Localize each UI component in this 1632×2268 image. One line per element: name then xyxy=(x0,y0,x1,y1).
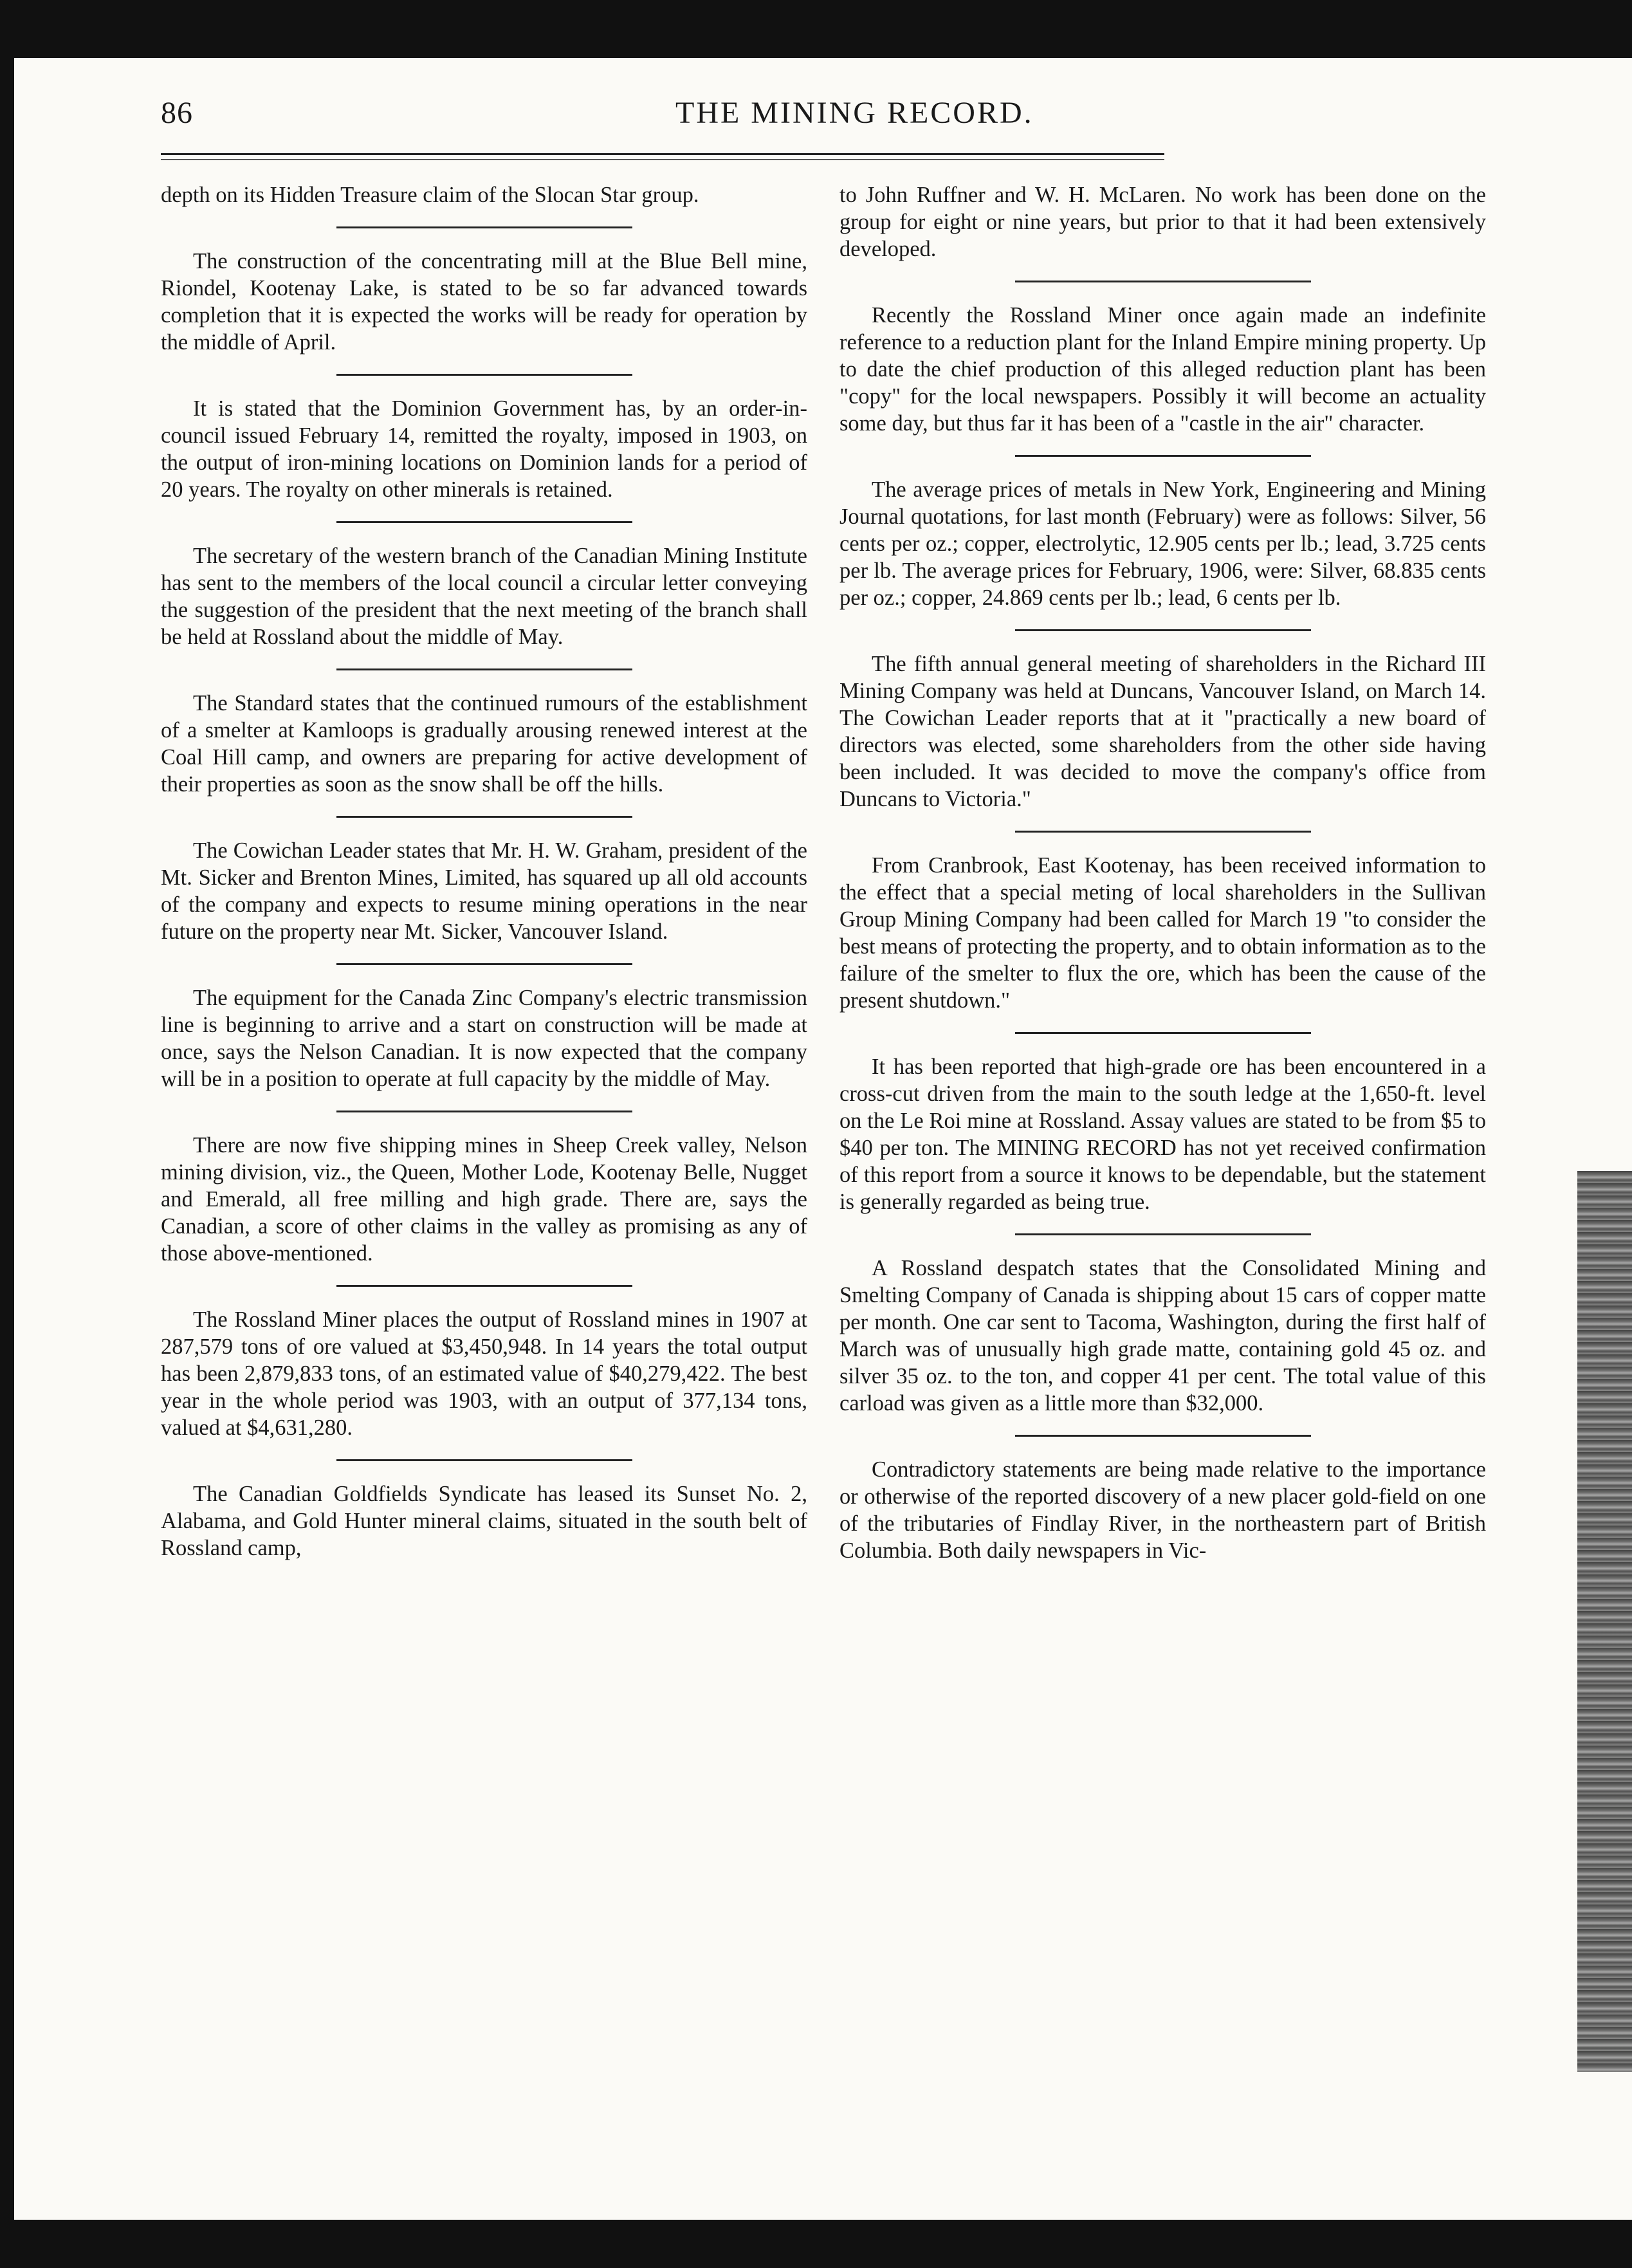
paragraph: The construction of the concentrating mill at the Blue Bell mine, Riondel, Kootenay Lake, is stated to be so far advanced towards completion that it is expected the works will be ready for operation by the middle of April. xyxy=(161,249,807,355)
separator-rule xyxy=(336,521,632,523)
separator-rule xyxy=(1015,1435,1311,1437)
separator-rule xyxy=(1015,1233,1311,1235)
paragraph: The Canadian Goldfields Syndicate has leased its Sunset No. 2, Alabama, and Gold Hunter mineral claims, situated in the south belt of Rossland camp, xyxy=(161,1482,807,1560)
left-column xyxy=(161,181,807,1571)
separator-rule xyxy=(1015,831,1311,833)
paragraph: It has been reported that high-grade ore has been encountered in a cross-cut driven from the main to the south ledge at the 1,650-ft. level on the Le Roi mine at Rossland. Assay values are stated to be from $5 to $40 per ton. The MINING RECORD has not yet received confirmation of this report from a source it knows to be dependable, but the statement is generally regarded as being true. xyxy=(839,1055,1486,1214)
separator-rule xyxy=(336,1285,632,1287)
paragraph: There are now five shipping mines in Sheep Creek valley, Nelson mining division, viz., the Queen, Mother Lode, Kootenay Belle, Nugget and Emerald, all free milling and high grade. There are, says the Canadian, a score of other claims in the valley as promising as any of those above-mentioned. xyxy=(161,1133,807,1266)
scan-border-top xyxy=(0,0,1632,58)
paragraph: The equipment for the Canada Zinc Company's electric transmission line is beginning to arrive and a start on construction will be made at once, says the Nelson Canadian. It is now expected that the company will be in a position to operate at full capacity by the middle of May. xyxy=(161,986,807,1091)
separator-rule xyxy=(336,1111,632,1112)
paragraph: Recently the Rossland Miner once again made an indefinite reference to a reduction plant for the Inland Empire mining property. Up to date the chief production of this alleged reduction plant has been "copy" for the local newspapers. Possibly it will become an actuality some day, but thus far it has been of a "castle in the air" character. xyxy=(839,303,1486,436)
right-column xyxy=(839,181,1486,1573)
running-title: THE MINING RECORD. xyxy=(675,96,1034,130)
separator-rule xyxy=(336,1459,632,1461)
separator-rule xyxy=(336,226,632,228)
paragraph: The fifth annual general meeting of shareholders in the Richard III Mining Company was held at Duncans, Vancouver Island, on March 14. The Cowichan Leader reports that at it "practically a new board of directors was elected, some shareholders from the other side having been included. It was decided to move the company's office from Duncans to Victoria." xyxy=(839,652,1486,811)
paragraph: From Cranbrook, East Kootenay, has been received information to the effect that a special meting of local shareholders in the Sullivan Group Mining Company had been called for March 19 "to consider the best means of protecting the property, and to obtain information as to the failure of the smelter to flux the ore, which has been the cause of the present shutdown." xyxy=(839,853,1486,1013)
separator-rule xyxy=(336,668,632,670)
paragraph: Contradictory statements are being made relative to the importance or otherwise of the reported discovery of a new placer gold-field on one of the tributaries of Findlay River, in the northeastern part of British Columbia. Both daily newspapers in Vic- xyxy=(839,1457,1486,1563)
page-number: 86 xyxy=(161,96,193,130)
paragraph: It is stated that the Dominion Government has, by an order-in-council issued February 14, remitted the royalty, imposed in 1903, on the output of iron-mining locations on Dominion lands for a period of 20 years. The royalty on other minerals is retained. xyxy=(161,396,807,502)
paragraph: The secretary of the western branch of the Canadian Mining Institute has sent to the members of the local council a circular letter conveying the suggestion of the president that the next meeting of the branch shall be held at Rossland about the middle of May. xyxy=(161,544,807,649)
separator-rule xyxy=(1015,455,1311,457)
separator-rule xyxy=(336,816,632,818)
paragraph: The Standard states that the continued rumours of the establishment of a smelter at Kamloops is gradually arousing renewed interest at the Coal Hill camp, and owners are preparing for active development of their properties as soon as the snow shall be off the hills. xyxy=(161,691,807,797)
header-rule xyxy=(161,153,1164,160)
scan-edge-right xyxy=(1577,1171,1632,2072)
separator-rule xyxy=(1015,1032,1311,1034)
scan-border-left xyxy=(0,0,14,2268)
paragraph: The Rossland Miner places the output of Rossland mines in 1907 at 287,579 tons of ore valued at $3,450,948. In 14 years the total output has been 2,879,833 tons, of an estimated value of $40,279,422. The best year in the whole period was 1903, with an output of 377,134 tons, valued at $4,631,280. xyxy=(161,1307,807,1440)
paragraph: to John Ruffner and W. H. McLaren. No work has been done on the group for eight or nine years, but prior to that it had been extensively developed. xyxy=(839,183,1486,261)
separator-rule xyxy=(336,963,632,965)
paragraph: The Cowichan Leader states that Mr. H. W. Graham, president of the Mt. Sicker and Brenton Mines, Limited, has squared up all old accounts of the company and expects to resume mining operations in the near future on the property near Mt. Sicker, Vancouver Island. xyxy=(161,838,807,944)
paragraph: A Rossland despatch states that the Consolidated Mining and Smelting Company of Canada is shipping about 15 cars of copper matte per month. One car sent to Tacoma, Washington, during the first half of March was of unusually high grade matte, containing gold 45 oz. and silver 35 oz. to the ton, and copper 41 per cent. The total value of this carload was given as a little more than $32,000. xyxy=(839,1256,1486,1415)
separator-rule xyxy=(1015,629,1311,631)
paragraph: The average prices of metals in New York, Engineering and Mining Journal quotations, for last month (February) were as follows: Silver, 56 cents per oz.; copper, electrolytic, 12.905 cents per lb.; lead, 3.725 cents per lb. The average prices for February, 1906, were: Silver, 68.835 cents per oz.; copper, 24.869 cents per lb.; lead, 6 cents per lb. xyxy=(839,477,1486,610)
page-header xyxy=(161,95,1460,147)
paragraph: depth on its Hidden Treasure claim of the Slocan Star group. xyxy=(161,183,699,207)
scan-border-bottom xyxy=(0,2220,1632,2268)
separator-rule xyxy=(336,374,632,376)
separator-rule xyxy=(1015,281,1311,282)
